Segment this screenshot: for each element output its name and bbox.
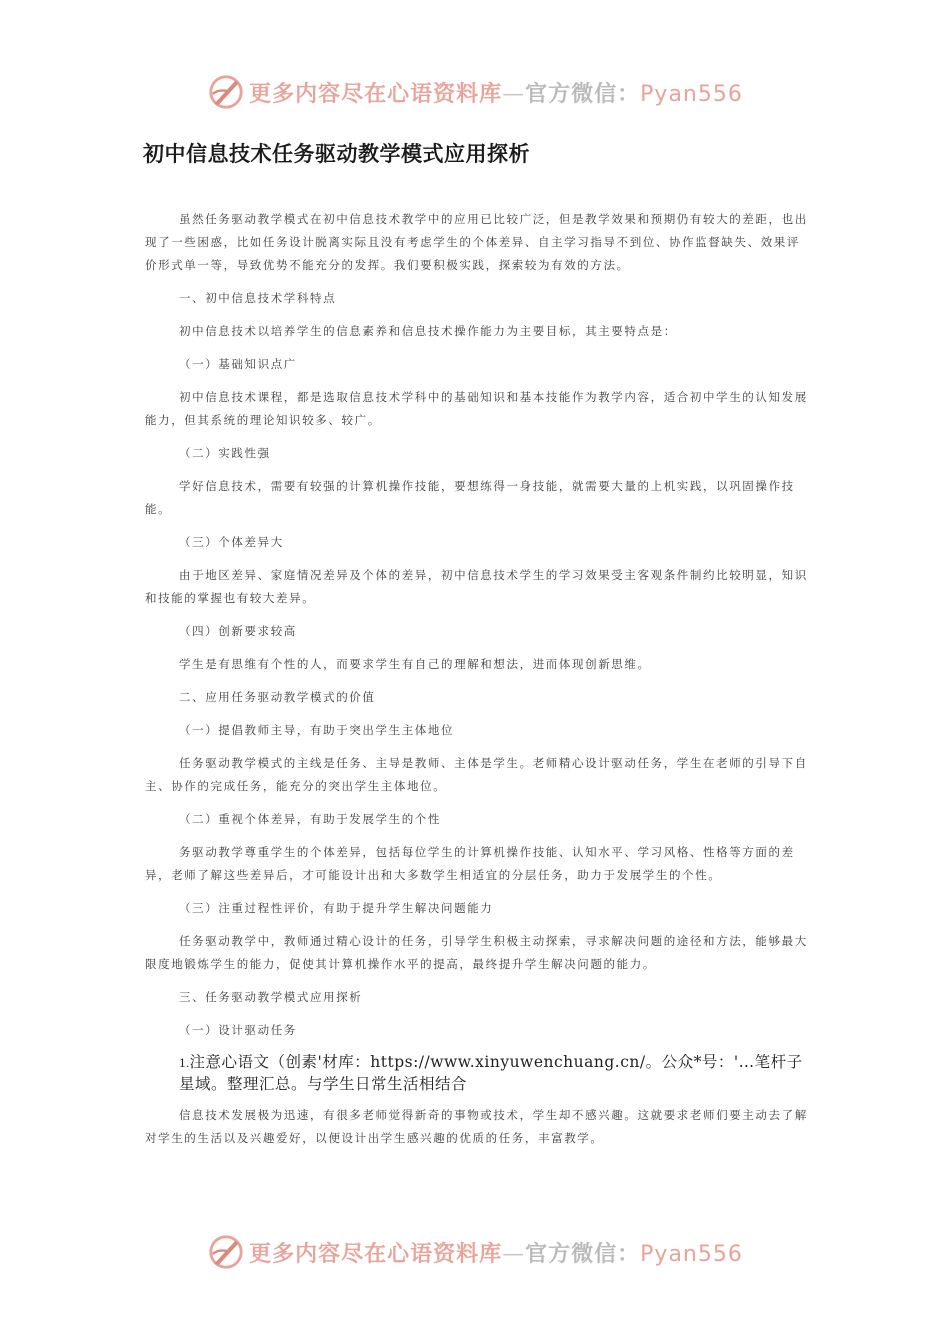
list-item-1-text: 注意心语文（创素'材库：https://www.xinyuwenchuang.cn/。公众*号：'…笔杆子星域。整理汇总。与学生日常生活相结合 (179, 1053, 803, 1093)
banner-separator: — (502, 81, 526, 107)
section-heading-3: 三、任务驱动教学模式应用探析 (179, 990, 363, 1004)
banner-wechat-label: 官方微信： (525, 81, 641, 107)
banner-wechat-id: Pyan556 (640, 81, 743, 107)
banner-separator: — (502, 1241, 526, 1267)
header-watermark-banner (0, 70, 950, 114)
quill-logo-icon (207, 1233, 245, 1271)
subheading-2-1: （一）提倡教师主导，有助于突出学生主体地位 (179, 723, 455, 737)
paragraph-1-1: 初中信息技术课程，都是选取信息技术学科中的基础知识和基本技能作为教学内容，适合初中学生的认知发展能力，但其系统的理论知识较多、较广。 (145, 390, 808, 427)
paragraph-2-3: 任务驱动教学中，教师通过精心设计的任务，引导学生积极主动探索，寻求解决问题的途径和方法，能够最大限度地锻炼学生的能力，促使其计算机操作水平的提高，最终提升学生解决问题的能力。 (145, 934, 808, 971)
subheading-3-1: （一）设计驱动任务 (179, 1023, 297, 1037)
subheading-2-3: （三）注重过程性评价，有助于提升学生解决问题能力 (179, 901, 494, 915)
subheading-1-3: （三）个体差异大 (179, 535, 284, 549)
document-title: 初中信息技术任务驱动教学模式应用探析 (143, 142, 530, 166)
paragraph-1-2: 学好信息技术，需要有较强的计算机操作技能，要想练得一身技能，就需要大量的上机实践，以巩固操作技能。 (145, 479, 795, 516)
banner-wechat-label: 官方微信： (525, 1241, 641, 1267)
list-item-1 (179, 1052, 813, 1094)
section-1-intro: 初中信息技术以培养学生的信息素养和信息技术操作能力为主要目标，其主要特点是： (179, 324, 677, 338)
list-item-1-number: 1. (179, 1057, 190, 1070)
intro-paragraph: 虽然任务驱动教学模式在初中信息技术教学中的应用已比较广泛，但是教学效果和预期仍有较大的差距，也出现了一些困惑，比如任务设计脱离实际且没有考虑学生的个体差异、自主学习指导不到位、协作监督缺失、效果评价形式单一等，导致优势不能充分的发挥。我们要积极实践，探索较为有效的方法。 (145, 212, 808, 272)
paragraph-3-1-1: 信息技术发展极为迅速，有很多老师觉得新奇的事物或技术，学生却不感兴趣。这就要求老师们要主动去了解对学生的生活以及兴趣爱好，以便设计出学生感兴趣的优质的任务，丰富教学。 (145, 1108, 808, 1145)
subheading-2-2: （二）重视个体差异，有助于发展学生的个性 (179, 812, 441, 826)
document-body (145, 208, 813, 1150)
section-heading-2: 二、应用任务驱动教学模式的价值 (179, 690, 376, 704)
subheading-1-2: （二）实践性强 (179, 446, 271, 460)
paragraph-2-1: 任务驱动教学模式的主线是任务、主导是教师、主体是学生。老师精心设计驱动任务，学生在老师的引导下自主、协作的完成任务，能充分的突出学生主体地位。 (145, 756, 808, 793)
banner-main-text: 更多内容尽在心语资料库 (249, 81, 503, 107)
quill-logo-icon (207, 73, 245, 111)
subheading-1-4: （四）创新要求较高 (179, 624, 297, 638)
paragraph-1-4: 学生是有思维有个性的人，而要求学生有自己的理解和想法，进而体现创新思维。 (179, 657, 651, 671)
section-heading-1: 一、初中信息技术学科特点 (179, 291, 337, 305)
footer-watermark-banner (0, 1230, 950, 1274)
banner-wechat-id: Pyan556 (640, 1241, 743, 1267)
paragraph-1-3: 由于地区差异、家庭情况差异及个体的差异，初中信息技术学生的学习效果受主客观条件制约比较明显，知识和技能的掌握也有较大差异。 (145, 568, 808, 605)
banner-main-text: 更多内容尽在心语资料库 (249, 1241, 503, 1267)
paragraph-2-2: 务驱动教学尊重学生的个体差异，包括每位学生的计算机操作技能、认知水平、学习风格、性格等方面的差异，老师了解这些差异后，才可能设计出和大多数学生相适宜的分层任务，助力于发展学生的个性。 (145, 845, 795, 882)
subheading-1-1: （一）基础知识点广 (179, 357, 297, 371)
